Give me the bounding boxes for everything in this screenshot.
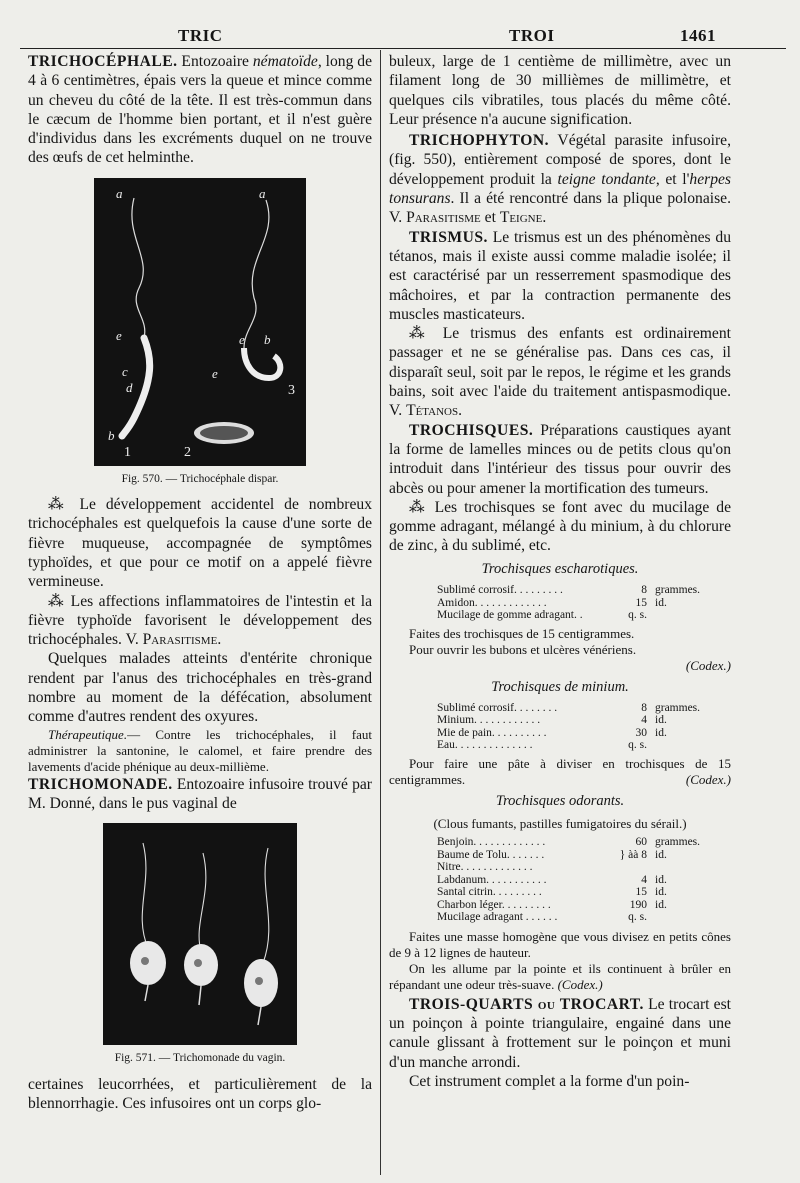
figure-570 [94,178,306,466]
fig570-label-c: c [122,363,128,379]
recipe-odorants-title: Trochisques odorants. [495,792,625,809]
header-left: TRIC [178,26,223,45]
recipe-odorants-note1: Faites une masse homogène que vous divisez en petits cônes de 9 à 12 lignes de hauteur. [389,928,731,960]
recipe-row: Nitre. . . . . . . . . . . . . [437,861,533,874]
fig570-label-1: 1 [124,444,131,460]
fig570-label-b1: b [108,427,115,443]
recipe-row: Sublimé corrosif. . . . . . . . 8 grammes. [437,701,701,714]
entry-trocart: TROIS-QUARTS ou TROCART. Le trocart est un poinçon à pointe triangulaire, engainé dans une canule glissant à frottement sur le poinçon et muni d'un manche arrondi. [389,995,731,1071]
entry-trochisques: TROCHISQUES. Préparations caustiques ayant la forme de lamelles minces ou de petits clous qu'on introduit dans l'intérieur des tissus pour ouvrir des abcès ou pour amener la mortification des tumeurs. [389,421,731,497]
recipe-row: Minium. . . . . . . . . . . . 4 id. [437,714,667,727]
recipe-row: Eau. . . . . . . . . . . . . . q. s. [437,739,647,752]
recipe-escharotiques-note2: Pour ouvrir les bubons et ulcères vénériens. [409,641,637,657]
fig570-label-e2: e [212,365,218,381]
recipe-row: Benjoin. . . . . . . . . . . . . 60 grammes. [437,836,701,849]
recipe-row: Baume de Tolu. . . . . . . } àà 8 id. [437,848,667,861]
recipe-row: Santal citrin. . . . . . . . . 15 id. [437,886,667,899]
entry-trismus: TRISMUS. Le trismus est un des phénomènes du tétanos, mais il existe aussi comme maladie isolée; il est caractérisé par un resserrement spasmodique des mâchoires, et par la contraction permanente des muscles masticateurs. [389,228,731,323]
recipe-row: Amidon. . . . . . . . . . . . . 15 id. [437,596,667,609]
fig570-label-e3: e [239,331,245,347]
fig570-label-e1: e [116,327,122,343]
paragraph-affections: ⁂ Les affections inflammatoires de l'intestin et la fièvre typhoïde favorisent le développement des trichocéphales. V. Parasitisme. [28,592,372,649]
recipe-row: Mucilage adragant . . . . . . q. s. [437,911,647,924]
header-center: TROI [509,26,555,45]
paragraph-vermineuse: ⁂ Le développement accidentel de nombreux trichocéphales est quelquefois la cause d'une sorte de fièvre muqueuse, accompagnée de symptômes typhoïdes, et que pour ce motif on a appelé fièvre vermineuse. [28,496,372,591]
recipe-minium-table [435,702,717,752]
recipe-escharotiques-source: (Codex.) [685,657,731,673]
column-divider [380,50,381,1175]
figure-570-caption: Fig. 570. — Trichocéphale dispar. [121,472,279,485]
recipe-minium-title: Trochisques de minium. [491,678,629,695]
recipe-escharotiques-title: Trochisques escharotiques. [481,560,639,577]
recipe-escharotiques-table [435,584,717,622]
recipe-row: Mucilage de gomme adragant. . q. s. [437,609,647,622]
figure-571-caption: Fig. 571. — Trichomonade du vagin. [114,1052,286,1065]
page-number: 1461 [680,26,716,45]
fig570-label-d: d [126,379,133,395]
trichocephalus-illustration [94,178,306,466]
entry-trichophyton: TRICHOPHYTON. Végétal parasite infusoire, (fig. 550), entièrement composé de spores, dont le développement produit la teigne tondante, et l'herpes tonsurans. Il a été rencontré dans la plique polonaise. V. Parasitisme et Teigne. [389,132,731,227]
paragraph-leucorrhees: certaines leucorrhées, et particulièrement de la blennorrhagie. Ces infusoires ont un corps glo- [28,1075,372,1112]
paragraph-therapeutique: Thérapeutique.— Contre les trichocéphales, il faut administrer la santonine, le calomel, et faire prendre des lavements d'acide phénique au deux-millième. [28,726,372,774]
recipe-row: Mie de pain. . . . . . . . . . 30 id. [437,726,667,739]
recipe-row: Charbon léger. . . . . . . . . 190 id. [437,898,667,911]
right-column [389,52,731,1091]
paragraph-instrument: Cet instrument complet a la forme d'un poin- [409,1072,690,1090]
paragraph-trochisques-composition: ⁂ Les trochisques se font avec du mucilage de gomme adragant, mélangé à du minium, à du chlorure de zinc, à du sublimé, etc. [389,498,731,555]
recipe-minium-source: (Codex.) [685,771,731,787]
fig570-label-a1: a [116,185,123,201]
recipe-row: Sublimé corrosif. . . . . . . . . 8 grammes. [437,584,701,597]
fig570-label-3: 3 [288,382,295,398]
fig570-label-b2: b [264,331,271,347]
fig570-label-2: 2 [184,444,191,460]
fig570-label-a2: a [259,185,266,201]
recipe-minium-note: Pour faire une pâte à diviser en trochisques de 15 centigrammes. [389,755,731,787]
recipe-odorants-subtitle: (Clous fumants, pastilles fumigatoires du sérail.) [433,816,687,832]
paragraph-malades: Quelques malades atteints d'entérite chronique rendent par l'anus des trichocéphales en très-grand nombre au moment de la défécation, absolument comme d'autres rendent des oxyures. [28,650,372,726]
trichomonas-illustration [103,823,297,1045]
header-rule [20,48,786,49]
figure-571 [103,823,297,1045]
paragraph-buleux: buleux, large de 1 centième de millimètre, avec un filament long de 30 millièmes de millimètre, et quelques cils vibratiles, tous placés du même côté. Leur présence n'a aucune signification. [389,53,731,128]
paragraph-trismus-enfants: ⁂ Le trismus des enfants est ordinairement passager et ne se généralise pas. Dans ces cas, il disparaît seul, soit par le repos, le régime et les grands bains, soit avec l'aide du traitement antispasmodique. V. Tétanos. [389,325,731,420]
recipe-odorants-table [435,836,717,924]
left-column [28,52,372,1113]
recipe-escharotiques-note1: Faites des trochisques de 15 centigrammes. [409,625,635,641]
recipe-odorants-note2: On les allume par la pointe et ils continuent à brûler en répandant une odeur très-suave. (Codex.) [389,960,731,992]
recipe-row: Labdanum. . . . . . . . . . . 4 id. [437,873,667,886]
entry-trichocephale: TRICHOCÉPHALE. Entozoaire nématoïde, long de 4 à 6 centimètres, épais vers la queue et mince comme un cheveu du côté de la tête. Il est très-commun dans le cæcum de l'homme bien portant, et il n'est guère d'individus dans les excréments duquel on ne trouve des œufs de cet helminthe. [28,53,372,167]
entry-trichomonade: TRICHOMONADE. Entozoaire infusoire trouvé par M. Donné, dans le pus vaginal de [28,775,372,812]
